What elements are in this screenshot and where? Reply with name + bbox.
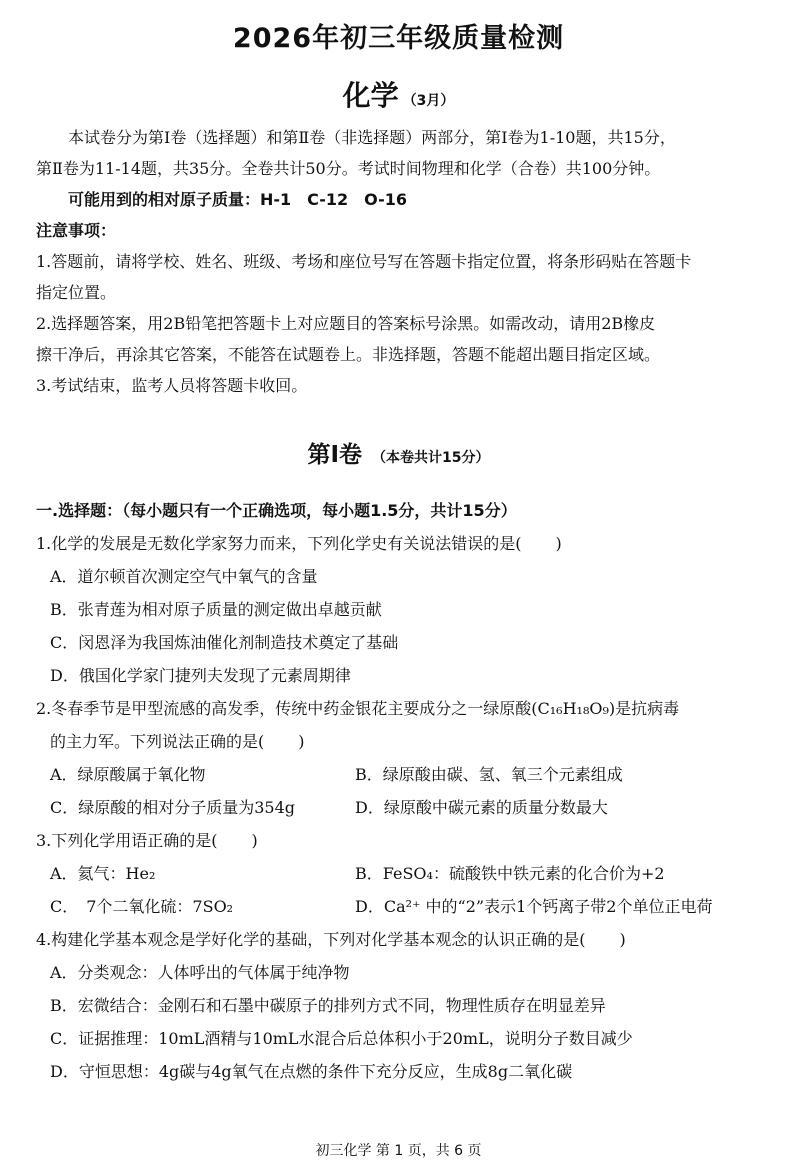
q2-option-c: C．绿原酸的相对分子质量为354g (50, 798, 296, 817)
exam-month: （3月） (402, 93, 455, 109)
subject-title: 化学 (342, 79, 399, 112)
intro-line-2: 第Ⅱ卷为11-14题，共35分。全卷共计50分。考试时间物理和化学（合卷）共100分钟。 (36, 159, 661, 178)
q4-option-b: B．宏微结合：金刚石和石墨中碳原子的排列方式不同，物理性质存在明显差异 (50, 996, 606, 1015)
q3-option-d: D．Ca²⁺ 中的“2”表示1个钙离子带2个单位正电荷 (355, 897, 713, 916)
question-3-stem (36, 824, 781, 857)
note-item-1a: 1.答题前，请将学校、姓名、班级、考场和座位号写在答题卡指定位置，将条形码贴在答题卡 (36, 252, 692, 271)
exam-title: 2026年初三年级质量检测 (232, 23, 565, 54)
atomic-mass-line: 可能用到的相对原子质量：H-1 C-12 O-16 (68, 190, 407, 209)
q1-stem-text: 1.化学的发展是无数化学家努力而来，下列化学史有关说法错误的是( (36, 534, 522, 553)
note-item-2a: 2.选择题答案，用2B铅笔把答题卡上对应题目的答案标号涂黑。如需改动，请用2B橡皮 (36, 314, 656, 333)
q3-close: ) (251, 831, 258, 850)
q2-options-row-1 (36, 758, 781, 791)
questions-block (36, 494, 781, 1088)
q3-options-row-2 (36, 890, 781, 923)
q2-close: ) (298, 732, 305, 751)
note-item-3: 3.考试结束，监考人员将答题卡收回。 (36, 376, 308, 395)
intro-block (36, 122, 771, 401)
q1-option-c: C．闵恩泽为我国炼油催化剂制造技术奠定了基础 (50, 633, 399, 652)
q4-stem-text: 4.构建化学基本观念是学好化学的基础，下列对化学基本观念的认识正确的是( (36, 930, 586, 949)
q1-option-b: B．张青莲为相对原子质量的测定做出卓越贡献 (50, 600, 382, 619)
question-2-stem-1: 2.冬春季节是甲型流感的高发季，传统中药金银花主要成分之一绿原酸(C₁₆H₁₈O₉)是抗病毒 (36, 699, 680, 718)
q1-option-d: D．俄国化学家门捷列夫发现了元素周期律 (50, 666, 351, 685)
q3-option-c: C． 7个二氧化硫：7SO₂ (50, 897, 234, 916)
page-footer: 初三化学 第 1 页，共 6 页 (315, 1143, 482, 1159)
q4-option-a: A．分类观念：人体呼出的气体属于纯净物 (50, 963, 350, 982)
q2-option-b: B．绿原酸由碳、氢、氧三个元素组成 (355, 765, 623, 784)
q1-close: ) (555, 534, 562, 553)
section-heading (0, 436, 797, 469)
q1-option-a: A．道尔顿首次测定空气中氧气的含量 (50, 567, 318, 586)
subject-line (0, 74, 797, 114)
question-4-stem (36, 923, 781, 956)
note-item-1b: 指定位置。 (36, 283, 117, 302)
q4-close: ) (619, 930, 626, 949)
question-2-stem-2 (36, 725, 781, 758)
section-title: 第Ⅰ卷 (307, 442, 363, 468)
q2-option-a: A．绿原酸属于氧化物 (50, 765, 206, 784)
q4-option-c: C．证据推理：10mL酒精与10mL水混合后总体积小于20mL，说明分子数目减少 (50, 1029, 633, 1048)
q4-option-d: D．守恒思想：4g碳与4g氧气在点燃的条件下充分反应，生成8g二氧化碳 (50, 1062, 573, 1081)
section-note: （本卷共计15分） (372, 450, 490, 466)
note-item-2b: 擦干净后，再涂其它答案，不能答在试题卷上。非选择题，答题不能超出题目指定区域。 (36, 345, 661, 364)
q2-option-d: D．绿原酸中碳元素的质量分数最大 (355, 798, 608, 817)
q3-option-a: A．氦气：He₂ (50, 864, 156, 883)
q3-stem-text: 3.下列化学用语正确的是( (36, 831, 218, 850)
question-1-stem (36, 527, 781, 560)
q2-options-row-2 (36, 791, 781, 824)
q3-option-b: B．FeSO₄：硫酸铁中铁元素的化合价为+2 (355, 864, 665, 883)
intro-line-1: 本试卷分为第Ⅰ卷（选择题）和第Ⅱ卷（非选择题）两部分，第Ⅰ卷为1-10题，共15分， (68, 128, 676, 147)
q2-stem-text: 的主力军。下列说法正确的是( (50, 732, 265, 751)
q3-options-row-1 (36, 857, 781, 890)
part-heading: 一.选择题：（每小题只有一个正确选项，每小题1.5分，共计15分） (36, 501, 517, 520)
notes-heading: 注意事项： (36, 221, 117, 240)
